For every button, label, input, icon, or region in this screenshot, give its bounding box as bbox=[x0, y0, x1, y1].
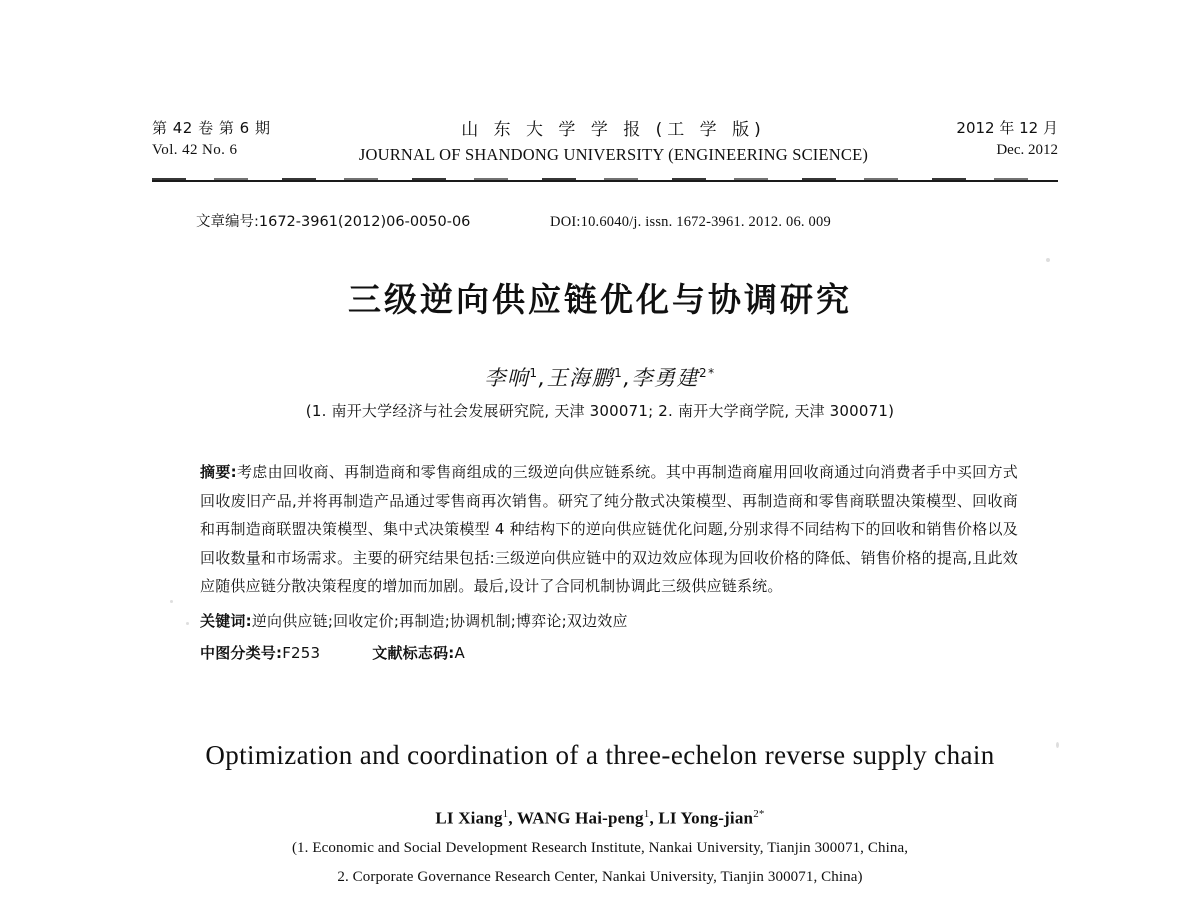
author-en-1-affil-marker: 1 bbox=[502, 808, 509, 820]
masthead-volume bbox=[152, 118, 270, 162]
volume-issue-en: Vol. 42 No. 6 bbox=[152, 141, 238, 158]
author-en-2: WANG Hai-peng bbox=[516, 808, 644, 828]
issue-date-cn: 2012 年 12 月 bbox=[956, 119, 1058, 137]
author-en-1: LI Xiang bbox=[435, 808, 503, 828]
abstract-block bbox=[200, 458, 1018, 668]
authors-cn bbox=[0, 362, 1200, 392]
clc-label: 中图分类号: bbox=[200, 644, 283, 662]
author-en-3-affil-marker: 2* bbox=[753, 808, 765, 820]
author-en-sep-2: , bbox=[649, 808, 659, 828]
article-number: 文章编号:1672-3961(2012)06-0050-06 bbox=[196, 214, 471, 230]
author-cn-2-affil-marker: 1 bbox=[614, 366, 624, 380]
affiliation-en-1: (1. Economic and Social Development Research Institute, Nankai University, Tianjin 300071, China, bbox=[291, 840, 909, 856]
clc-value: F253 bbox=[282, 644, 321, 662]
author-en-2-affil-marker: 1 bbox=[643, 808, 650, 820]
author-cn-sep-1: , bbox=[538, 366, 547, 390]
keywords-label: 关键词: bbox=[200, 611, 252, 630]
scan-speckle bbox=[1056, 742, 1059, 748]
masthead-date bbox=[956, 118, 1058, 162]
abstract-label: 摘要: bbox=[200, 463, 237, 481]
author-cn-3: 李勇建 bbox=[631, 366, 699, 390]
author-en-sep-1: , bbox=[508, 808, 517, 828]
document-code-value: A bbox=[454, 644, 465, 662]
masthead-journal-name bbox=[280, 118, 946, 167]
identifier-line bbox=[196, 210, 1016, 231]
author-cn-1: 李响 bbox=[484, 366, 530, 390]
abstract-cn bbox=[200, 458, 1018, 601]
scan-speckle bbox=[186, 622, 189, 625]
journal-name-en: JOURNAL OF SHANDONG UNIVERSITY (ENGINEERING SCIENCE) bbox=[358, 144, 869, 164]
authors-en bbox=[0, 808, 1200, 829]
affiliation-cn: (1. 南开大学经济与社会发展研究院, 天津 300071; 2. 南开大学商学院, 天津 300071) bbox=[305, 402, 895, 420]
issue-date-en: Dec. 2012 bbox=[996, 141, 1058, 158]
article-title-cn: 三级逆向供应链优化与协调研究 bbox=[348, 280, 852, 319]
author-cn-2: 王海鹏 bbox=[546, 366, 615, 390]
masthead bbox=[152, 118, 1058, 167]
author-en-3: LI Yong-jian bbox=[658, 808, 754, 828]
author-cn-sep-2: , bbox=[623, 366, 632, 390]
journal-name-cn: 山 东 大 学 学 报 (工 学 版) bbox=[461, 120, 766, 140]
author-cn-1-affil-marker: 1 bbox=[529, 366, 539, 380]
scan-speckle bbox=[1046, 258, 1050, 262]
doi: DOI:10.6040/j. issn. 1672-3961. 2012. 06. 009 bbox=[550, 214, 831, 230]
keywords-text: 逆向供应链;回收定价;再制造;协调机制;博弈论;双边效应 bbox=[251, 611, 628, 630]
classification-line bbox=[200, 639, 1018, 668]
article-title-en: Optimization and coordination of a three-echelon reverse supply chain bbox=[205, 740, 995, 770]
abstract-text: 考虑由回收商、再制造商和零售商组成的三级逆向供应链系统。其中再制造商雇用回收商通过向消费者手中买回方式回收废旧产品,并将再制造产品通过零售商再次销售。研究了纯分散式决策模型、再制造商和零售商联盟决策模型、回收商和再制造商联盟决策模型、集中式决策模型 4 种结构下的逆向供应链优化问题,分别求得不同结构下的回收和销售价格以及回收数量和市场需求。主要的研究结果包括:三级逆向供应链中的双边效应体现为回收价格的降低、销售价格的提高,且此效应随供应链分散决策程度的增加而加剧。最后,设计了合同机制协调此三级供应链系统。 bbox=[200, 463, 1018, 595]
author-cn-3-affil-marker: 2* bbox=[699, 366, 716, 380]
affiliation-en-2: 2. Corporate Governance Research Center, Nankai University, Tianjin 300071, China) bbox=[337, 869, 863, 885]
volume-issue-cn: 第 42 卷 第 6 期 bbox=[152, 119, 271, 137]
keywords-cn bbox=[200, 607, 1018, 636]
document-code-label: 文献标志码: bbox=[372, 644, 455, 662]
masthead-divider-rule bbox=[152, 180, 1058, 182]
scan-speckle bbox=[170, 600, 173, 603]
